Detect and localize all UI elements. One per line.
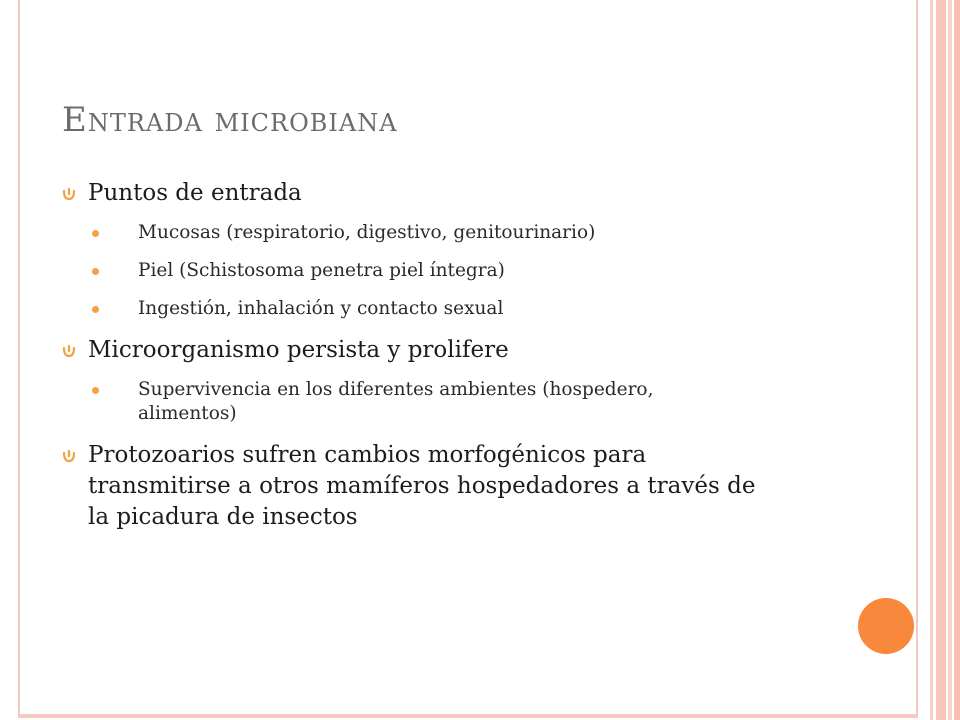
sub-bullet-list bbox=[88, 221, 812, 321]
decorative-circle bbox=[858, 598, 914, 654]
bullet-heading: Protozoarios sufren cambios morfogénicos para transmitirse a otros mamíferos hospedadores a través de la picadura de insectos bbox=[88, 442, 756, 530]
sub-bullet bbox=[88, 297, 812, 321]
bullet-heading: Puntos de entrada bbox=[88, 180, 302, 206]
sub-bullet bbox=[88, 221, 812, 245]
sub-bullet-text: Piel (Schistosoma penetra piel íntegra) bbox=[138, 260, 505, 281]
sub-bullet bbox=[88, 259, 812, 283]
sub-bullet-list bbox=[88, 378, 812, 426]
bullet-marker-icon bbox=[62, 187, 76, 201]
decorative-stripe bbox=[930, 0, 933, 720]
sub-bullet-text: Ingestión, inhalación y contacto sexual bbox=[138, 298, 504, 319]
decorative-stripe bbox=[936, 0, 946, 720]
sub-bullet-text: Supervivencia en los diferentes ambientes (hospedero, alimentos) bbox=[138, 379, 654, 424]
slide-title: Entrada microbiana bbox=[62, 100, 398, 140]
decorative-stripe bbox=[948, 0, 952, 720]
bullet-level1 bbox=[62, 335, 812, 426]
slide-content bbox=[62, 178, 812, 547]
bullet-level1 bbox=[62, 178, 812, 321]
bullet-marker-icon bbox=[62, 449, 76, 463]
sub-bullet-text: Mucosas (respiratorio, digestivo, genitourinario) bbox=[138, 222, 596, 243]
bullet-level1 bbox=[62, 440, 778, 533]
sub-bullet-dot-icon bbox=[92, 387, 99, 394]
decorative-stripe bbox=[954, 0, 960, 720]
bullet-heading: Microorganismo persista y prolifere bbox=[88, 337, 509, 363]
sub-bullet-dot-icon bbox=[92, 230, 99, 237]
bullet-marker-icon bbox=[62, 344, 76, 358]
sub-bullet-dot-icon bbox=[92, 268, 99, 275]
sub-bullet-dot-icon bbox=[92, 306, 99, 313]
sub-bullet bbox=[88, 378, 698, 426]
